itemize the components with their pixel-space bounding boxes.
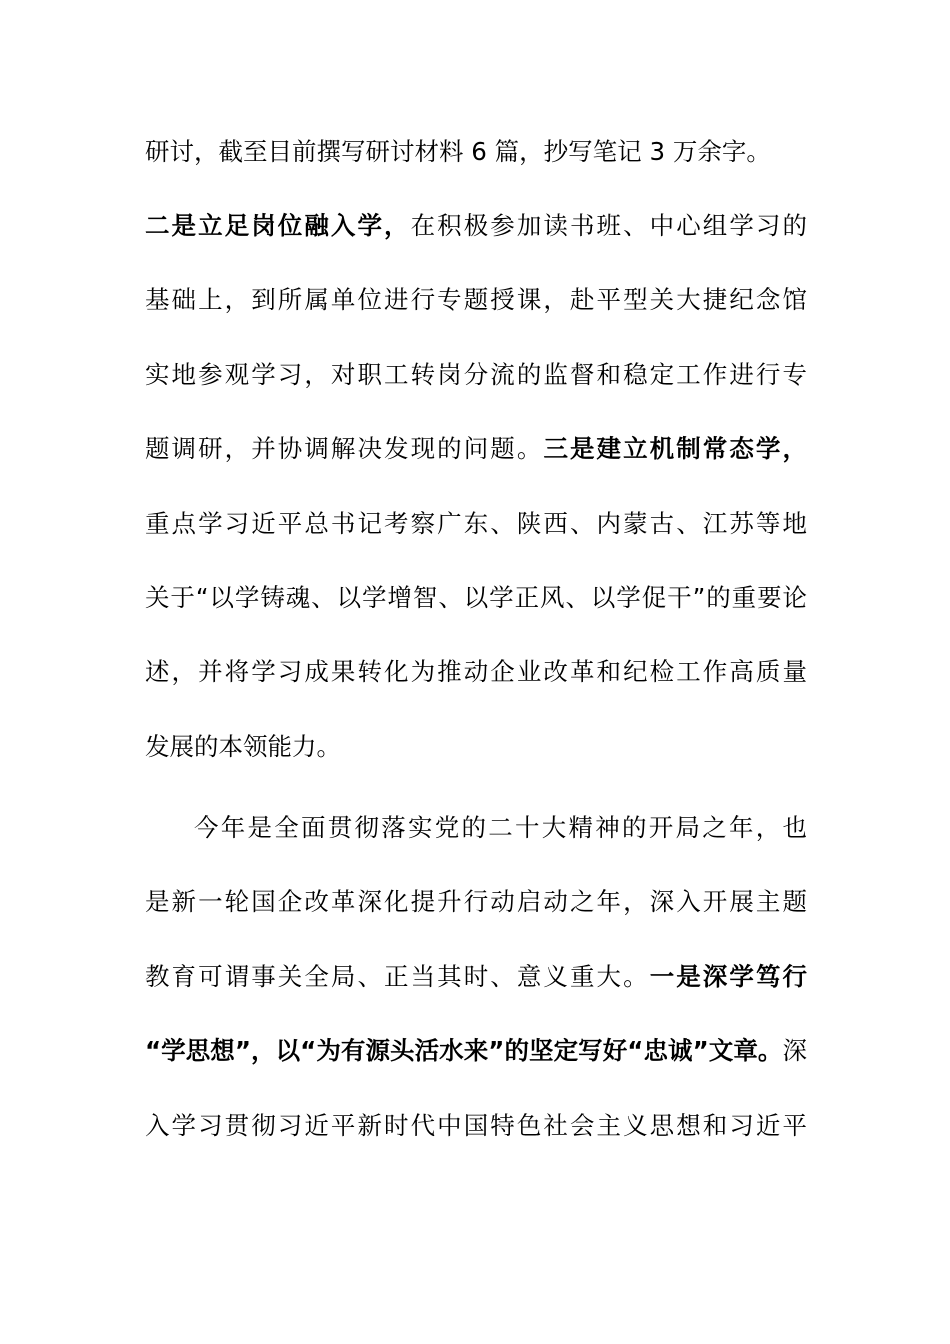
text-line-3 bbox=[145, 280, 807, 320]
text-line-1 bbox=[145, 132, 807, 172]
text-run: 入学习贯彻习近平新时代中国特色社会主义思想和习近平 bbox=[145, 1111, 807, 1140]
text-line-7 bbox=[145, 578, 807, 618]
text-line-14 bbox=[145, 1106, 807, 1146]
text-run: 是新一轮国企改革深化提升行动启动之年，深入开展主题 bbox=[145, 887, 807, 916]
text-line-8 bbox=[145, 652, 807, 692]
text-run: 实地参观学习，对职工转岗分流的监督和稳定工作进行专 bbox=[145, 360, 807, 389]
bold-heading-run: 二是立足岗位融入学， bbox=[145, 211, 411, 240]
text-run: 深 bbox=[782, 1036, 807, 1065]
bold-heading-run: “学思想”，以“为有源头活水来”的坚定写好“忠诚”文章。 bbox=[145, 1036, 783, 1065]
text-run: 在积极参加读书班、中心组学习的 bbox=[410, 211, 807, 240]
text-run: 关于“以学铸魂、以学增智、以学正风、以学促干”的重要论 bbox=[145, 583, 807, 612]
text-run: 今年是全面贯彻落实党的二十大精神的开局之年，也 bbox=[194, 813, 807, 842]
text-line-6 bbox=[145, 504, 807, 544]
text-run: 基础上，到所属单位进行专题授课，赴平型关大捷纪念馆 bbox=[145, 285, 807, 314]
text-run: 教育可谓事关全局、正当其时、意义重大。 bbox=[145, 962, 650, 991]
bold-heading-run: 三是建立机制常态学， bbox=[543, 434, 807, 463]
text-line-2 bbox=[145, 206, 807, 246]
text-run: 重点学习近平总书记考察广东、陕西、内蒙古、江苏等地 bbox=[145, 509, 807, 538]
text-line-13 bbox=[145, 1031, 807, 1071]
text-line-4 bbox=[145, 355, 807, 395]
text-run: 述，并将学习成果转化为推动企业改革和纪检工作高质量 bbox=[145, 657, 807, 686]
text-line-10 bbox=[194, 808, 807, 848]
bold-heading-run: 一是深学笃行 bbox=[649, 962, 807, 991]
text-line-12 bbox=[145, 957, 807, 997]
text-run: 题调研，并协调解决发现的问题。 bbox=[145, 434, 544, 463]
text-line-9 bbox=[145, 727, 807, 767]
text-line-11 bbox=[145, 882, 807, 922]
text-run: 研讨，截至目前撰写研讨材料 6 篇，抄写笔记 3 万余字。 bbox=[145, 137, 771, 166]
text-line-5 bbox=[145, 429, 807, 469]
text-run: 发展的本领能力。 bbox=[145, 732, 341, 761]
